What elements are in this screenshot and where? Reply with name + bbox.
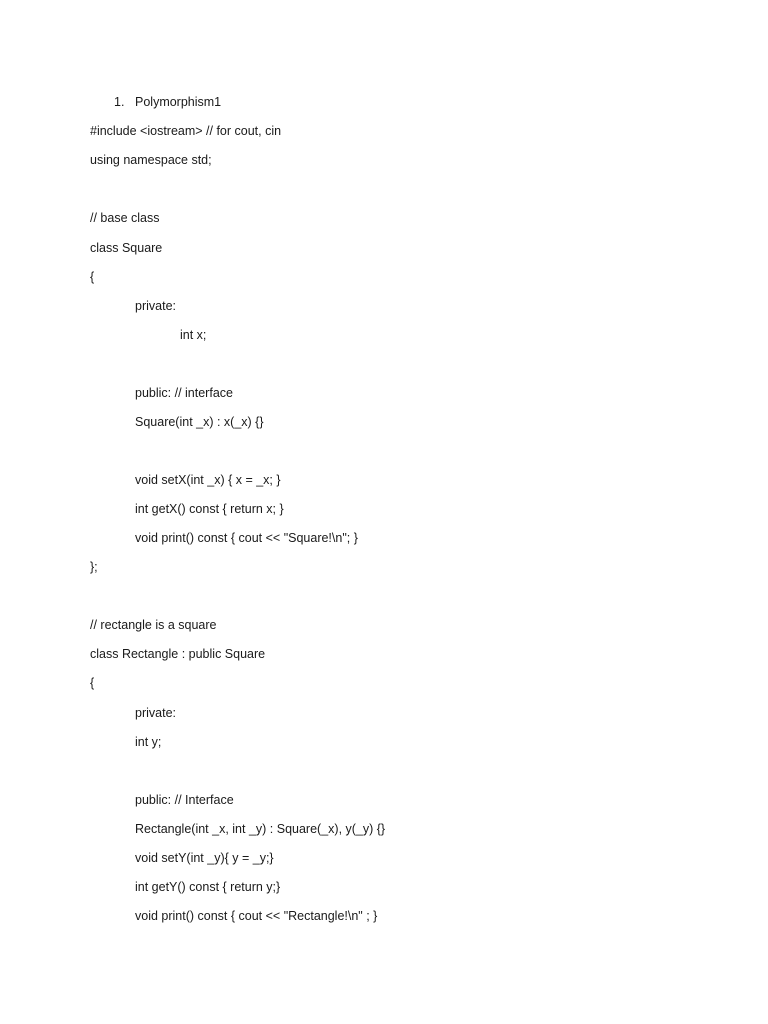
code-line-square-ctor: Square(int _x) : x(_x) {} (135, 415, 264, 429)
code-line-open-brace-2: { (90, 676, 95, 690)
code-line-rectangle-print: void print() const { cout << "Rectangle!\n" ; } (135, 909, 378, 923)
code-line-rectangle-ctor: Rectangle(int _x, int _y) : Square(_x), y(_y) {} (135, 822, 386, 836)
code-line-include: #include <iostream> // for cout, cin (90, 124, 282, 138)
code-line-int-x: int x; (180, 328, 207, 342)
code-line-int-y: int y; (135, 735, 162, 749)
code-line-sety: void setY(int _y){ y = _y;} (135, 851, 274, 865)
section-heading: Polymorphism1 (135, 95, 222, 109)
code-line-class-rectangle: class Rectangle : public Square (90, 647, 266, 661)
code-comment-rectangle: // rectangle is a square (90, 618, 217, 632)
code-line-private-2: private: (135, 706, 176, 720)
list-number: 1. (114, 95, 125, 109)
code-line-getx: int getX() const { return x; } (135, 502, 284, 516)
code-line-setx: void setX(int _x) { x = _x; } (135, 473, 281, 487)
code-line-namespace: using namespace std; (90, 153, 212, 167)
code-line-private: private: (135, 299, 176, 313)
code-line-class-square: class Square (90, 241, 163, 255)
code-line-public: public: // interface (135, 386, 233, 400)
code-line-close-brace: }; (90, 560, 98, 574)
code-comment-base-class: // base class (90, 211, 160, 225)
code-line-gety: int getY() const { return y;} (135, 880, 281, 894)
code-line-open-brace: { (90, 270, 95, 284)
code-line-square-print: void print() const { cout << "Square!\n"; } (135, 531, 358, 545)
code-line-public-2: public: // Interface (135, 793, 234, 807)
